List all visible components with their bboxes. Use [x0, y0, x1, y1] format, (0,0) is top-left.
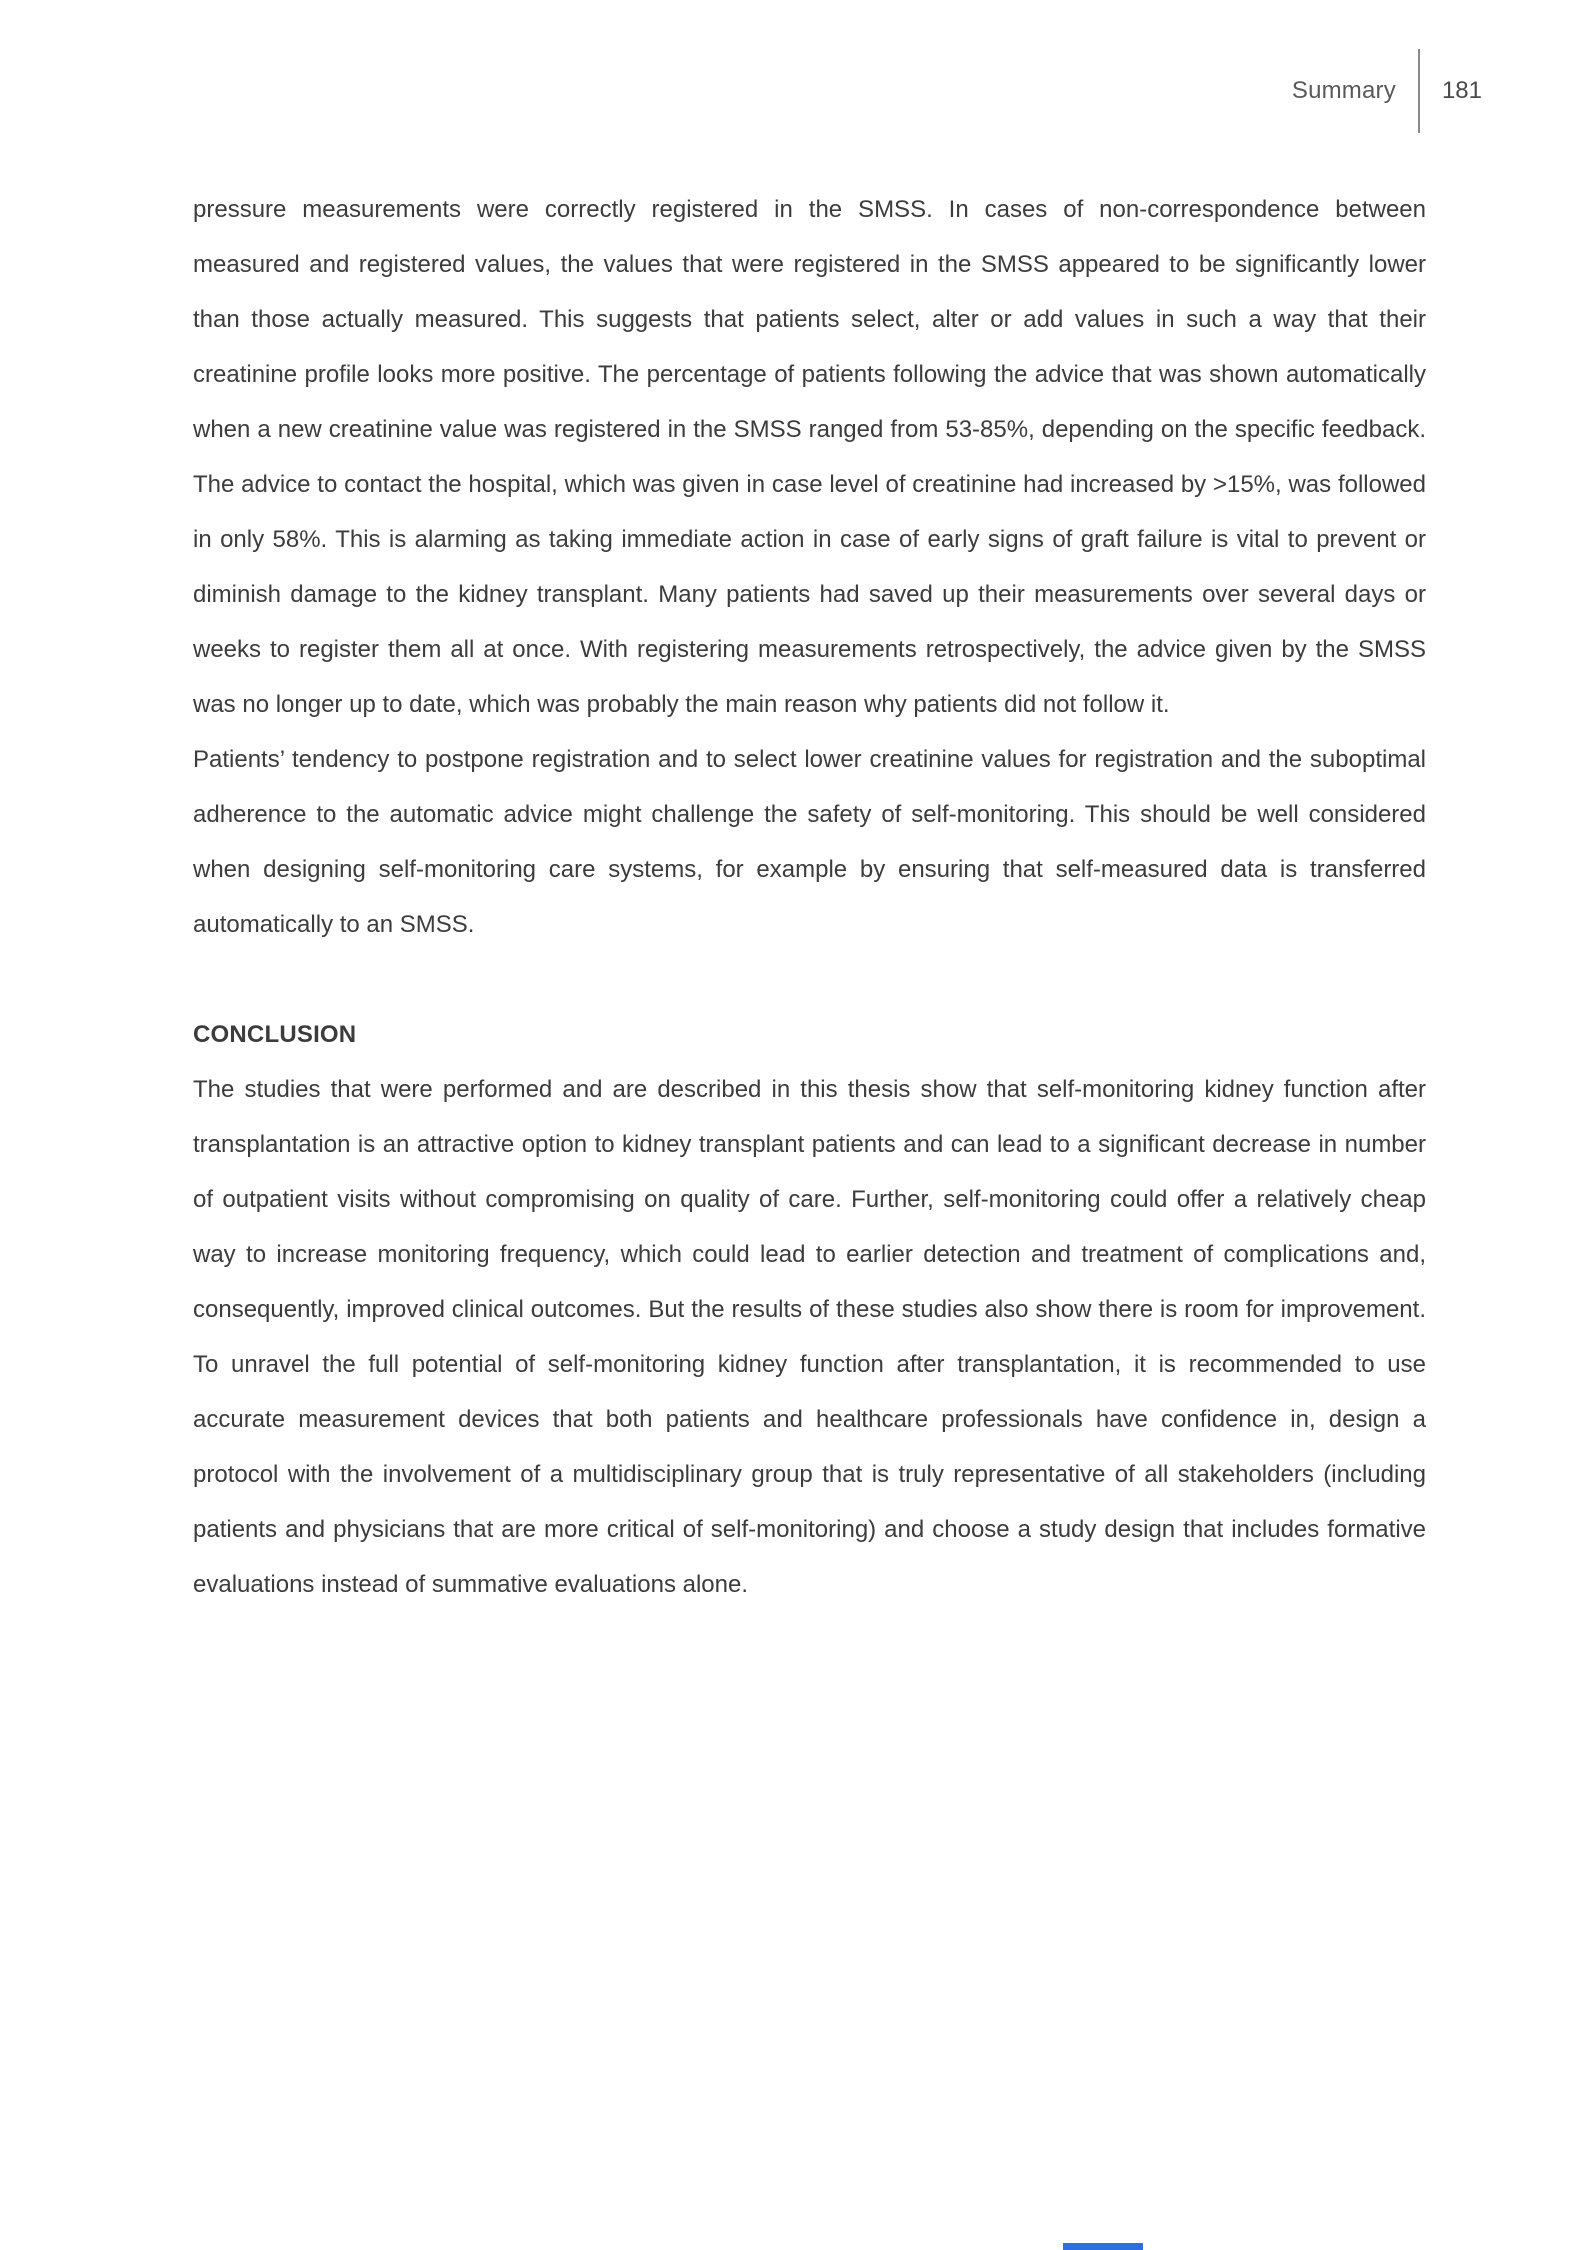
- paragraph-safety-considerations: Patients’ tendency to postpone registration and to select lower creatinine values for registration and the suboptimal adherence to the automatic advice might challenge the safety of self-monitoring. This should be well considered when designing self-monitoring care systems, for example by ensuring that self-measured data is transferred automatically to an SMSS.: [193, 746, 1426, 938]
- page-number: 181: [1441, 77, 1482, 104]
- paragraph-smss-registration: pressure measurements were correctly registered in the SMSS. In cases of non-correspondence between measured and registered values, the values that were registered in the SMSS appeared to be significantly lower than those actually measured. This suggests that patients select, alter or add values in such a way that their creatinine profile looks more positive. The percentage of patients following the advice that was shown automatically when a new creatinine value was registered in the SMSS ranged from 53-85%, depending on the specific feedback. The advice to contact the hospital, which was given in case level of creatinine had increased by >15%, was followed in only 58%. This is alarming as taking immediate action in case of early signs of graft failure is vital to prevent or diminish damage to the kidney transplant. Many patients had saved up their measurements over several days or weeks to register them all at once. With registering measurements retrospectively, the advice given by the SMSS was no longer up to date, which was probably the main reason why patients did not follow it.: [193, 196, 1426, 718]
- conclusion-heading: CONCLUSION: [193, 1021, 357, 1048]
- content: [193, 182, 1426, 1612]
- paragraph-conclusion: The studies that were performed and are described in this thesis show that self-monitoring kidney function after transplantation is an attractive option to kidney transplant patients and can lead to a significant decrease in number of outpatient visits without compromising on quality of care. Further, self-monitoring could offer a relatively cheap way to increase monitoring frequency, which could lead to earlier detection and treatment of complications and, consequently, improved clinical outcomes. But the results of these studies also show there is room for improvement. To unravel the full potential of self-monitoring kidney function after transplantation, it is recommended to use accurate measurement devices that both patients and healthcare professionals have confidence in, design a protocol with the involvement of a multidisciplinary group that is truly representative of all stakeholders (including patients and physicians that are more critical of self-monitoring) and choose a study design that includes formative evaluations instead of summative evaluations alone.: [193, 1076, 1426, 1598]
- footer-accent-mark: [1063, 2243, 1143, 2250]
- header-divider: [1418, 49, 1420, 133]
- page-header: [1292, 48, 1482, 134]
- running-header-section: Summary: [1291, 77, 1396, 104]
